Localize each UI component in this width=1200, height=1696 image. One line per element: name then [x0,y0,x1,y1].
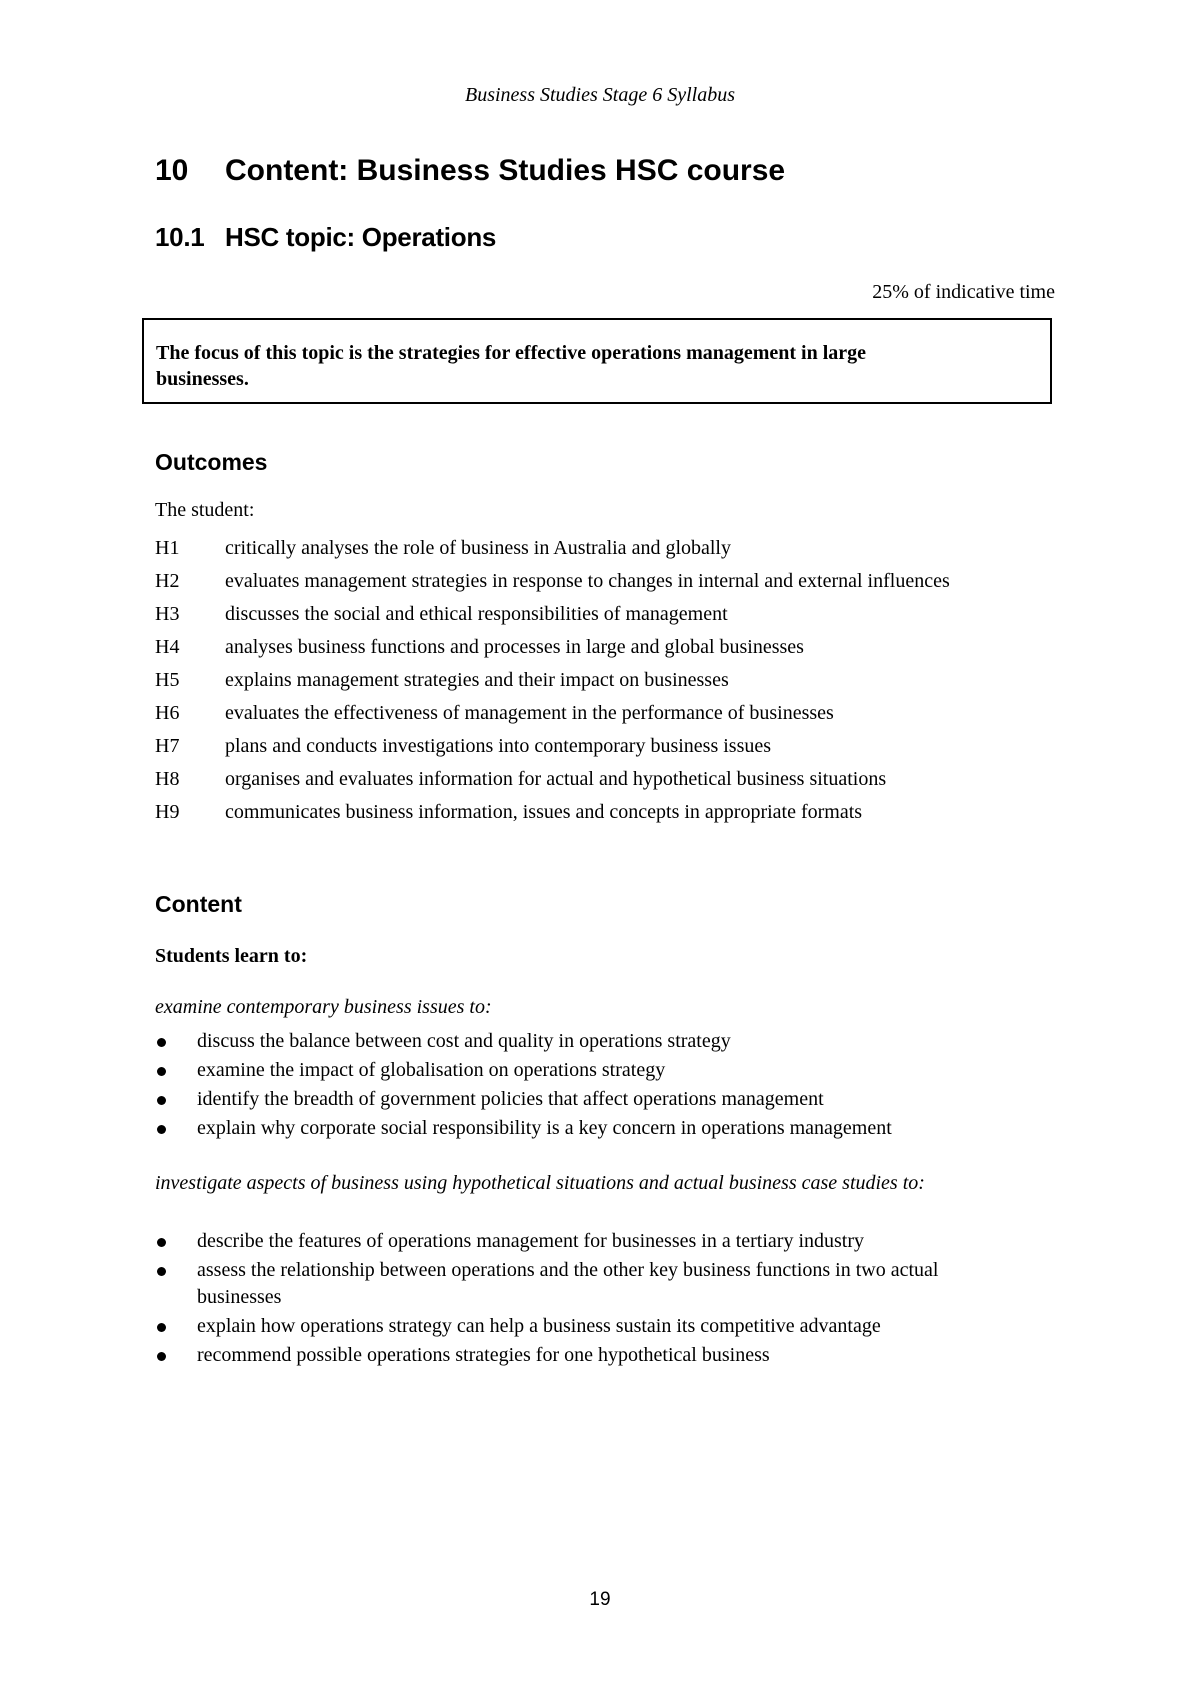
outcome-code: H7 [155,735,180,757]
outcome-item [155,634,1055,661]
section-heading [155,222,496,253]
outcome-item [155,733,1055,760]
outcomes-list [155,535,1055,832]
list-item [155,1028,1035,1055]
list-item-text: identify the breadth of government policies that affect operations management [197,1088,824,1110]
outcome-text: communicates business information, issues and concepts in appropriate formats [225,801,863,823]
outcome-item [155,568,1055,595]
list-item [155,1257,1035,1311]
outcome-item [155,667,1055,694]
bullet-icon [155,1257,197,1311]
outcomes-heading: Outcomes [155,449,268,475]
list-item-text: examine the impact of globalisation on operations strategy [197,1059,666,1081]
group2-intro: investigate aspects of business using hypothetical situations and actual business case studies to: [155,1172,925,1194]
bullet-icon [155,1028,197,1055]
outcome-text: evaluates management strategies in response to changes in internal and external influences [225,570,950,592]
list-item [155,1342,1035,1369]
outcome-code: H8 [155,768,180,790]
list-item [155,1115,1035,1142]
focus-box [142,318,1052,404]
outcome-text: critically analyses the role of business in Australia and globally [225,537,731,559]
chapter-number: 10 [155,154,189,187]
group1-intro: examine contemporary business issues to: [155,996,492,1018]
outcome-item [155,601,1055,628]
outcome-item [155,799,1055,826]
content-heading: Content [155,891,242,917]
bullet-icon [155,1115,197,1142]
bullet-icon [155,1086,197,1113]
list-item-text: explain why corporate social responsibility is a key concern in operations management [197,1117,892,1139]
list-item [155,1313,1035,1340]
list-item [155,1228,1035,1255]
outcome-item [155,700,1055,727]
group1-list [155,1028,1035,1144]
list-item-text: explain how operations strategy can help a business sustain its competitive advantage [197,1315,881,1337]
section-title: HSC topic: Operations [225,222,497,252]
chapter-heading [155,154,785,188]
list-item-text: describe the features of operations management for businesses in a tertiary industry [197,1230,865,1252]
outcome-code: H1 [155,537,180,559]
bullet-icon [155,1313,197,1340]
indicative-time: 25% of indicative time [872,281,1055,303]
chapter-title: Content: Business Studies HSC course [225,154,786,187]
outcome-text: discusses the social and ethical responsibilities of management [225,603,728,625]
outcome-code: H4 [155,636,180,658]
outcome-code: H2 [155,570,180,592]
outcomes-lead: The student: [155,499,255,521]
section-number: 10.1 [155,222,205,252]
outcome-text: evaluates the effectiveness of management in the performance of businesses [225,702,834,724]
outcome-text: plans and conducts investigations into contemporary business issues [225,735,772,757]
outcome-text: organises and evaluates information for actual and hypothetical business situations [225,768,887,790]
outcome-text: explains management strategies and their impact on businesses [225,669,729,691]
list-item-text: recommend possible operations strategies for one hypothetical business [197,1344,770,1366]
outcome-item [155,535,1055,562]
outcome-item [155,766,1055,793]
running-header: Business Studies Stage 6 Syllabus [465,84,735,106]
outcome-code: H3 [155,603,180,625]
outcome-code: H6 [155,702,180,724]
list-item-text: discuss the balance between cost and quality in operations strategy [197,1030,731,1052]
outcome-code: H5 [155,669,180,691]
page-number: 19 [589,1589,611,1610]
bullet-icon [155,1057,197,1084]
list-item [155,1057,1035,1084]
list-item [155,1086,1035,1113]
focus-statement: The focus of this topic is the strategies for effective operations management in large businesses. [156,342,867,390]
group2-list [155,1228,1035,1371]
bullet-icon [155,1342,197,1369]
list-item-text: assess the relationship between operations and the other key business functions in two actual businesses [197,1259,939,1308]
students-learn-heading: Students learn to: [155,945,308,967]
outcome-text: analyses business functions and processes in large and global businesses [225,636,804,658]
outcome-code: H9 [155,801,180,823]
bullet-icon [155,1228,197,1255]
